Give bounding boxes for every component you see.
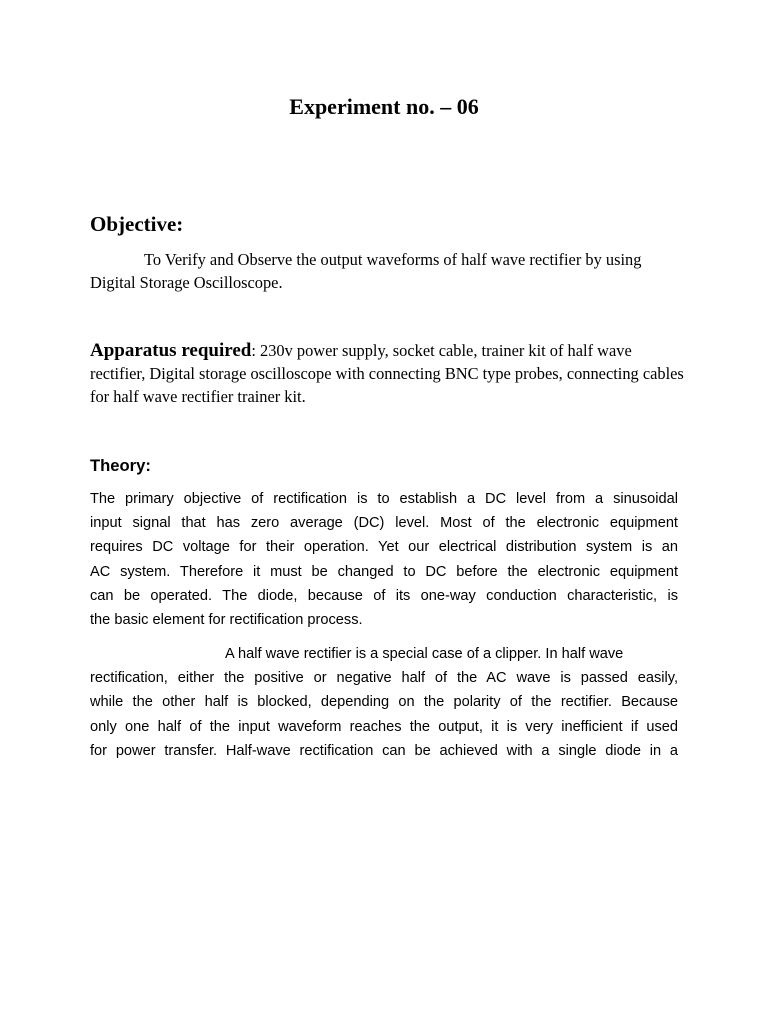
theory-heading: Theory: [90,456,151,475]
theory-paragraph-2 [90,642,678,763]
theory-paragraph-1 [90,487,678,632]
paragraph-line: for power transfer. Half-wave rectification can be achieved with a single diode in a [90,742,678,759]
paragraph-line: rectification, either the positive or negative half of the AC wave is passed easily, [90,670,678,687]
paragraph-line: input signal that has zero average (DC) level. Most of the electronic equipment [90,515,678,532]
apparatus-text: : 230v power supply, socket cable, trainer kit of half wave rectifier, Digital storage oscilloscope with connecting BNC type probes, connecting cables for half wave rectifier trainer kit. [90,341,684,406]
objective-text: To Verify and Observe the output waveforms of half wave rectifier by using Digital Storage Oscilloscope. [90,250,642,292]
paragraph-line: only one half of the input waveform reaches the output, it is very inefficient if used [90,718,678,735]
paragraph-line: The primary objective of rectification is to establish a DC level from a sinusoidal [90,491,678,507]
paragraph-line: requires DC voltage for their operation. Yet our electrical distribution system is an [90,539,678,556]
paragraph-line: AC system. Therefore it must be changed to DC before the electronic equipment [90,563,678,580]
paragraph-line: while the other half is blocked, depending on the polarity of the rectifier. Because [90,694,678,711]
page-title: Experiment no. – 06 [289,94,479,119]
apparatus-paragraph [90,339,690,408]
apparatus-label: Apparatus required [90,340,252,361]
paragraph-line: the basic element for rectification process. [90,612,363,629]
paragraph-line: can be operated. The diode, because of its one-way conduction characteristic, is [90,587,678,604]
paragraph-line: A half wave rectifier is a special case of a clipper. In half wave [225,646,624,662]
objective-heading: Objective: [90,212,184,236]
